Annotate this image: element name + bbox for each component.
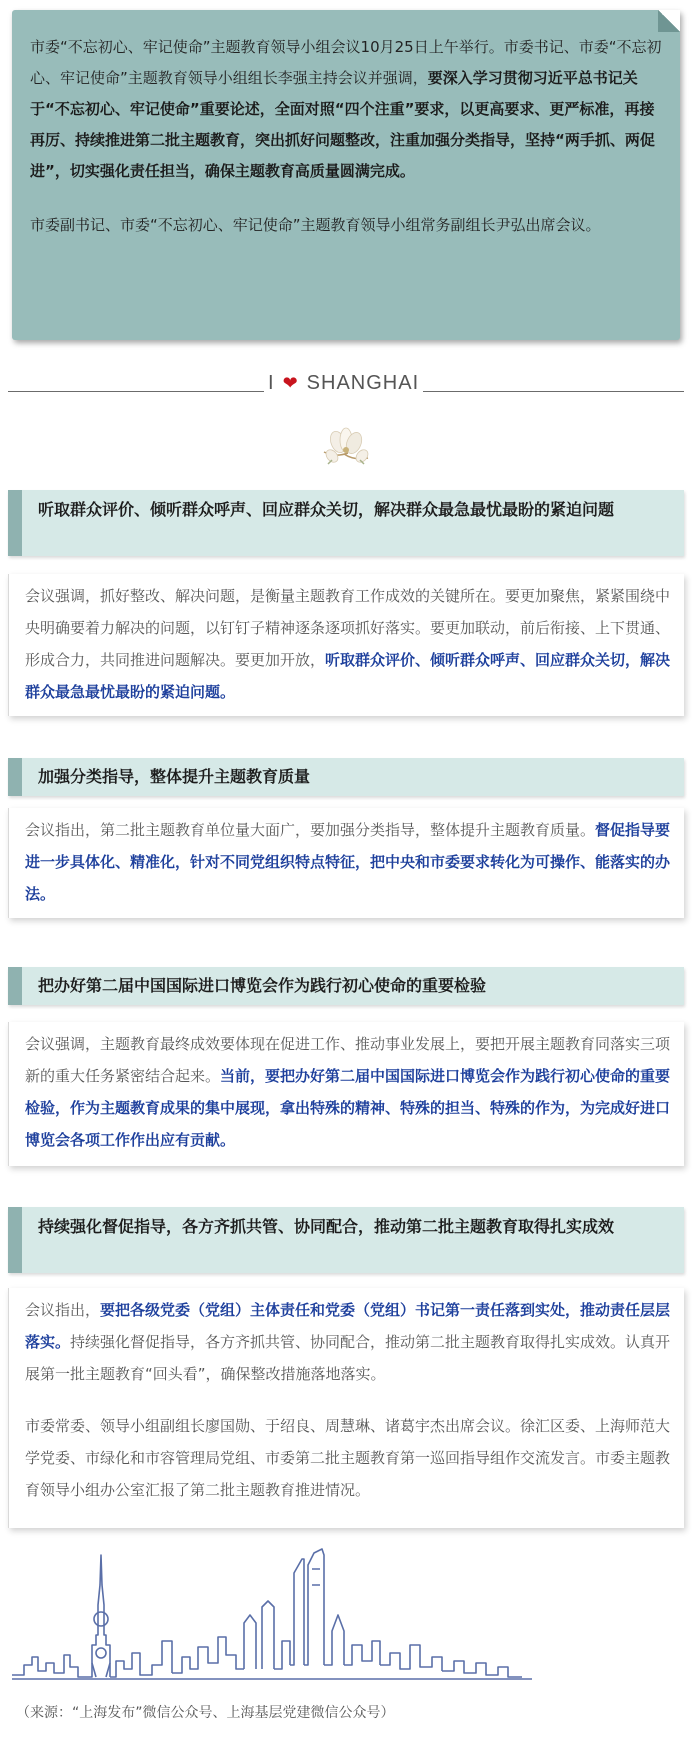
section-body-2 bbox=[8, 808, 684, 918]
source-note: （来源：“上海发布”微信公众号、上海基层党建微信公众号） bbox=[16, 1705, 395, 1721]
body-text: 持续强化督促指导，各方齐抓共管、协同配合，推动第二批主题教育取得扎实成效。认真开展第一批主题教育“回头看”，确保整改措施落地落实。 bbox=[25, 1333, 671, 1383]
folded-corner bbox=[658, 10, 680, 32]
heading-accent-bar bbox=[8, 758, 22, 796]
shanghai-skyline-illustration bbox=[12, 1545, 582, 1695]
body-highlight: 督促指导要进一步具体化、精准化，针对不同党组织特点特征，把中央和市委要求转化为可操作、能落实的办法。 bbox=[25, 821, 671, 903]
heading-accent-bar bbox=[8, 1207, 22, 1273]
intro-bold-text: 要深入学习贯彻习近平总书记关于“不忘初心、牢记使命”重要论述，全面对照“四个注重”要求，以更高要求、更严标准，再接再厉、持续推进第二批主题教育，突出抓好问题整改，注重加强分类指导，坚持“两手抓、两促进”，切实强化责任担当，确保主题教育高质量圆满完成。 bbox=[30, 69, 655, 180]
heading-text: 加强分类指导，整体提升主题教育质量 bbox=[38, 767, 311, 786]
heart-icon: ❤ bbox=[282, 373, 299, 393]
heading-text: 把办好第二届中国国际进口博览会作为践行初心使命的重要检验 bbox=[38, 976, 487, 995]
heading-accent-bar bbox=[8, 967, 22, 1005]
section-heading-1 bbox=[8, 490, 684, 556]
heading-text: 听取群众评价、倾听群众呼声、回应群众关切，解决群众最急最忧最盼的紧迫问题 bbox=[38, 500, 615, 519]
section-body-4 bbox=[8, 1288, 684, 1528]
heading-accent-bar bbox=[8, 490, 22, 556]
section-heading-4 bbox=[8, 1207, 684, 1273]
magnolia-flower-icon bbox=[318, 420, 374, 470]
body-highlight: 听取群众评价、倾听群众呼声、回应群众关切，解决群众最急最忧最盼的紧迫问题。 bbox=[25, 651, 671, 701]
intro-paragraph-1 bbox=[30, 32, 662, 187]
section-body-3 bbox=[8, 1022, 684, 1166]
shanghai-divider bbox=[8, 369, 684, 395]
divider-label bbox=[264, 371, 423, 395]
section-heading-2 bbox=[8, 758, 684, 796]
heading-text: 持续强化督促指导，各方齐抓共管、协同配合，推动第二批主题教育取得扎实成效 bbox=[38, 1217, 615, 1236]
divider-prefix: I bbox=[268, 372, 275, 394]
body-text: 会议指出，第二批主题教育单位量大面广，要加强分类指导，整体提升主题教育质量。 bbox=[25, 821, 596, 839]
body-text: 会议强调，主题教育最终成效要体现在促进工作、推动事业发展上，要把开展主题教育同落实三项新的重大任务紧密结合起来。 bbox=[25, 1035, 671, 1085]
body-text: 会议强调，抓好整改、解决问题，是衡量主题教育工作成效的关键所在。要更加聚焦，紧紧围绕中央明确要着力解决的问题，以钉钉子精神逐条逐项抓好落实。要更加联动，前后衔接、上下贯通、形成合力，共同推进问题解决。要更加开放， bbox=[25, 587, 671, 669]
body-paragraph-2: 市委常委、领导小组副组长廖国勋、于绍良、周慧琳、诸葛宇杰出席会议。徐汇区委、上海师范大学党委、市绿化和市容管理局党组、市委第二批主题教育第一巡回指导组作交流发言。市委主题教育领导小组办公室汇报了第二批主题教育推进情况。 bbox=[25, 1417, 671, 1499]
body-highlight: 要把各级党委（党组）主体责任和党委（党组）书记第一责任落到实处，推动责任层层落实。 bbox=[25, 1301, 671, 1351]
section-body-1 bbox=[8, 574, 684, 716]
body-text: 会议指出， bbox=[25, 1301, 101, 1319]
divider-text: SHANGHAI bbox=[306, 372, 420, 394]
intro-text: 市委“不忘初心、牢记使命”主题教育领导小组会议10月25日上午举行。市委书记、市委“不忘初心、牢记使命”主题教育领导小组组长李强主持会议并强调， bbox=[30, 38, 662, 87]
section-heading-3 bbox=[8, 967, 684, 1005]
intro-paragraph-2: 市委副书记、市委“不忘初心、牢记使命”主题教育领导小组常务副组长尹弘出席会议。 bbox=[30, 216, 601, 234]
intro-panel bbox=[12, 10, 680, 340]
body-highlight: 当前，要把办好第二届中国国际进口博览会作为践行初心使命的重要检验，作为主题教育成果的集中展现，拿出特殊的精神、特殊的担当、特殊的作为，为完成好进口博览会各项工作作出应有贡献。 bbox=[25, 1067, 671, 1149]
